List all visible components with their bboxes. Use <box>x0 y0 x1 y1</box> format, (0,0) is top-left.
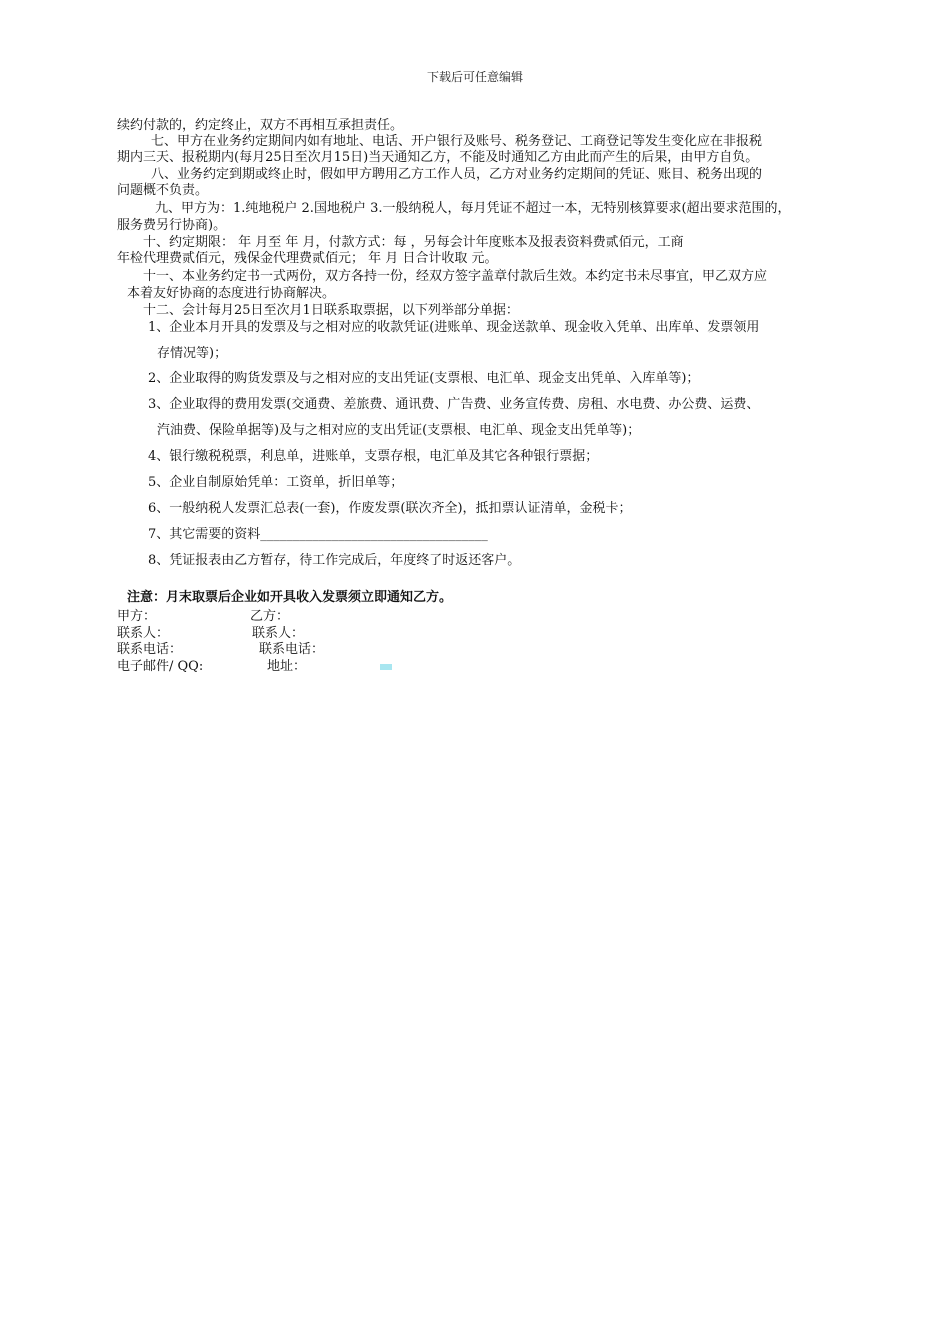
clause-10-line: 十、约定期限： 年 月至 年 月，付款方式：每 ，另每会计年度账本及报表资料费贰佰元，工商 <box>143 235 684 250</box>
clause-7-line: 七、甲方在业务约定期间内如有地址、电话、开户银行及账号、税务登记、工商登记等发生变化应在非报税 <box>151 134 763 149</box>
list-item: 4、银行缴税税票，利息单，进账单，支票存根，电汇单及其它各种银行票据； <box>148 449 599 464</box>
phone-a-label: 联系电话： <box>117 642 183 657</box>
phone-b-label: 联系电话： <box>259 642 325 657</box>
clause-7-line: 期内三天、报税期内(每月25日至次月15日)当天通知乙方，不能及时通知乙方由此而产生的后果，由甲方自负。 <box>117 150 759 165</box>
notice-text: 注意：月末取票后企业如开具收入发票须立即通知乙方。 <box>127 590 453 605</box>
clause-9-line: 九、甲方为：1.纯地税户 2.国地税户 3.一般纳税人，每月凭证不超过一本，无特别核算要求(超出要求范围的， <box>155 201 791 216</box>
party-a-label: 甲方： <box>117 609 157 624</box>
page-header: 下载后可任意编辑 <box>426 70 523 84</box>
clause-10-line: 年检代理费贰佰元，残保金代理费贰佰元； 年 月 日合计收取 元。 <box>117 251 498 266</box>
list-item: 1、企业本月开具的发票及与之相对应的收款凭证(进账单、现金送款单、现金收入凭单、出库单、发票领用 <box>148 320 760 335</box>
contact-a-label: 联系人： <box>117 626 170 641</box>
list-item: 6、一般纳税人发票汇总表(一套)，作废发票(联次齐全)，抵扣票认证清单，金税卡； <box>148 501 632 516</box>
list-item: 5、企业自制原始凭单：工资单，折旧单等； <box>148 475 404 490</box>
clause-12-line: 十二、会计每月25日至次月1日联系取票据，以下列举部分单据： <box>143 303 519 318</box>
list-item: 汽油费、保险单据等)及与之相对应的支出凭证(支票根、电汇单、现金支出凭单等)； <box>157 423 641 438</box>
clause-9-line: 服务费另行协商)。 <box>117 218 227 233</box>
address-b-label: 地址： <box>267 659 307 674</box>
party-b-label: 乙方： <box>250 609 290 624</box>
clause-11-line: 十一、本业务约定书一式两份，双方各持一份，经双方签字盖章付款后生效。本约定书未尽事宜，甲乙双方应 <box>143 269 768 284</box>
clause-11-line: 本着友好协商的态度进行协商解决。 <box>127 286 336 301</box>
highlight-marker <box>380 664 392 670</box>
list-item: 7、其它需要的资料___________________________________ <box>148 527 488 542</box>
clause-8-line: 八、业务约定到期或终止时，假如甲方聘用乙方工作人员，乙方对业务约定期间的凭证、账目、税务出现的 <box>151 167 763 182</box>
contact-b-label: 联系人： <box>252 626 305 641</box>
email-a-label: 电子邮件/ QQ: <box>117 659 204 674</box>
list-item: 8、凭证报表由乙方暂存，待工作完成后，年度终了时返还客户。 <box>148 553 521 568</box>
text-line: 续约付款的，约定终止，双方不再相互承担责任。 <box>117 118 404 133</box>
clause-8-line: 问题概不负责。 <box>117 183 209 198</box>
list-item: 存情况等)； <box>157 346 228 361</box>
list-item: 2、企业取得的购货发票及与之相对应的支出凭证(支票根、电汇单、现金支出凭单、入库单等)； <box>148 371 700 386</box>
list-item: 3、企业取得的费用发票(交通费、差旅费、通讯费、广告费、业务宣传费、房租、水电费、办公费、运费、 <box>148 397 760 412</box>
